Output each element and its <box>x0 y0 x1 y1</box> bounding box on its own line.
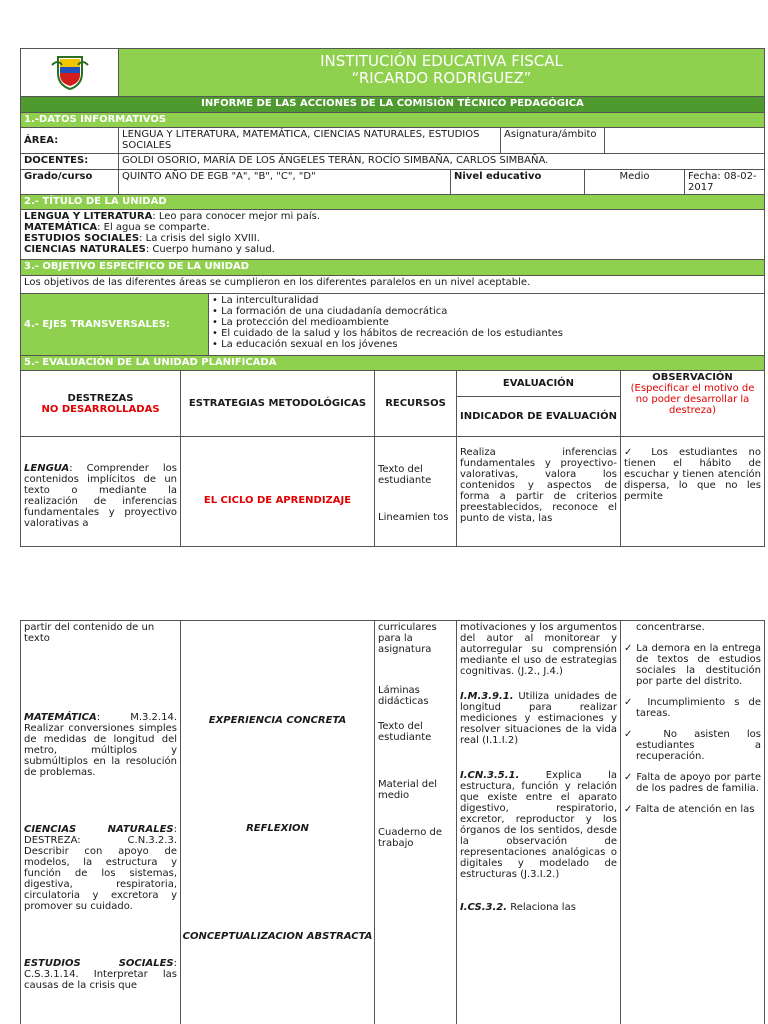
indicador-matematica: I.M.3.9.1. Utiliza unidades de longitud para realizar mediciones y estimaciones y resolver situaciones de la vida real (I.1.I.2) <box>460 691 617 746</box>
ejes-list <box>209 294 765 356</box>
objetivo-text: Los objetivos de las diferentes áreas se cumplieron en los diferentes paralelos en un nivel aceptable. <box>21 276 765 294</box>
grado-value: QUINTO AÑO DE EGB "A", "B", "C", "D" <box>119 170 451 195</box>
institution-subname: “RICARDO RODRIGUEZ” <box>351 69 532 87</box>
section-objetivo: 3.- OBJETIVO ESPECÍFICO DE LA UNIDAD <box>21 260 765 276</box>
page-1 <box>20 48 764 547</box>
section-evaluacion: 5.- EVALUACIÓN DE LA UNIDAD PLANIFICADA <box>21 356 765 371</box>
estrategia-conceptualizacion: CONCEPTUALIZACION ABSTRACTA <box>182 931 373 942</box>
asignatura-label: Asignatura/ámbito <box>501 128 605 154</box>
asignatura-value <box>605 128 765 154</box>
destreza-estudios-sociales: ESTUDIOS SOCIALES: C.S.3.1.14. Interpretar las causas de la crisis que <box>24 958 177 991</box>
eje-item: • La educación sexual en los jóvenes <box>212 339 398 350</box>
destreza-matematica: MATEMÁTICA: M.3.2.14. Realizar conversiones simples de medidas de longitud del metro, múltiplos y submúltiplos en la resolución de problemas. <box>24 712 177 778</box>
institution-banner <box>119 49 765 97</box>
report-title: INFORME DE LAS ACCIONES DE LA COMISIÓN TÉCNICO PEDAGÓGICA <box>21 97 765 113</box>
eje-item: • La interculturalidad <box>212 295 319 306</box>
school-logo <box>21 49 119 97</box>
header-indicador: INDICADOR DE EVALUACIÓN <box>457 397 621 437</box>
section-titulo-unidad: 2.- TÍTULO DE LA UNIDAD <box>21 195 765 210</box>
evaluation-table-continued <box>20 620 765 1024</box>
destreza-ciencias-naturales: CIENCIAS NATURALES: DESTREZA: C.N.3.2.3. Describir con apoyo de modelos, la estructura y función de los sistemas, digestiva, respiratoria, circulatoria y excretora y promover su cuidado. <box>24 824 177 912</box>
indicador-lengua: Realiza inferencias fundamentales y proyectivo-valorativas, valora los contenidos y aspectos de forma a partir de criterios preestablecidos, reconoce el punto de vista, las <box>457 437 621 547</box>
institution-name: INSTITUCIÓN EDUCATIVA FISCAL <box>320 52 563 70</box>
nivel-label: Nivel educativo <box>451 170 585 195</box>
header-estrategias: ESTRATEGIAS METODOLÓGICAS <box>181 371 375 437</box>
docentes-label: DOCENTES: <box>21 154 119 170</box>
observacion-item: ✓ Falta de apoyo por parte de los padres de familia. <box>624 772 761 794</box>
indicador-sociales: I.CS.3.2. Relaciona las <box>460 902 576 913</box>
titulo-lengua: LENGUA Y LITERATURA: Leo para conocer mejor mi país. <box>24 211 321 222</box>
school-crest-icon <box>50 51 90 91</box>
eje-item: • El cuidado de la salud y los hábitos de recreación de los estudiantes <box>212 328 563 339</box>
titulo-estudios-sociales: ESTUDIOS SOCIALES: La crisis del siglo XVIII. <box>24 233 260 244</box>
area-label: ÁREA: <box>21 128 119 154</box>
indicador-ciencias: I.CN.3.5.1. Explica la estructura, función y relación que existe entre el aparato digestivo, respiratorio, excretor, reproductor y los órganos de los sentidos, desde la observación de representaciones analógicas o digitales y modelado de estructuras (J.3.I.2.) <box>460 770 617 880</box>
header-evaluacion: EVALUACIÓN <box>457 371 621 397</box>
page-2 <box>20 620 764 1024</box>
header-recursos: RECURSOS <box>375 371 457 437</box>
area-value: LENGUA Y LITERATURA, MATEMÁTICA, CIENCIAS NATURALES, ESTUDIOS SOCIALES <box>119 128 501 154</box>
fecha: Fecha: 08-02-2017 <box>685 170 765 195</box>
estrategia-experiencia: EXPERIENCIA CONCRETA <box>208 715 347 726</box>
header-table <box>20 48 765 371</box>
observacion-p1: ✓ Los estudiantes no tienen el hábito de escuchar y tienen atención dispersa, lo que no les permite <box>621 437 765 547</box>
observacion-item: ✓ No asisten los estudiantes a recuperación. <box>624 729 761 762</box>
nivel-value: Medio <box>585 170 685 195</box>
recursos-continued: curriculares para la asignatura Láminas didácticas Texto del estudiante Material del medio Cuaderno de trabajo <box>375 621 457 1024</box>
docentes-value: GOLDI OSORIO, MARÍA DE LOS ÁNGELES TERÁN, ROCÍO SIMBAÑA, CARLOS SIMBAÑA. <box>119 154 765 170</box>
observacion-item: ✓ Falta de atención en las <box>624 804 755 815</box>
estrategia-ciclo: EL CICLO DE APRENDIZAJE <box>181 437 375 547</box>
titulo-unidad-list <box>21 210 765 260</box>
eje-item: • La formación de una ciudadanía democrática <box>212 306 448 317</box>
observaciones-continued: concentrarse. ✓ La demora en la entrega de textos de estudios sociales la destitución por parte del distrito. ✓ Incumplimiento s de tareas. ✓ No asisten los estudiantes a recuperación. ✓ Falta de apoyo por parte de los padres de familia. ✓ Falta de atención en las <box>621 621 765 1024</box>
header-observacion: OBSERVACIÓN (Especificar el motivo de no poder desarrollar la destreza) <box>621 371 765 437</box>
grado-label: Grado/curso <box>21 170 119 195</box>
estrategia-reflexion: REFLEXION <box>246 823 309 834</box>
destreza-lengua: LENGUA: Comprender los contenidos implícitos de un texto o mediante la realización de inferencias fundamentales y proyectivo valorativas a <box>21 437 181 547</box>
titulo-matematica: MATEMÁTICA: El agua se comparte. <box>24 222 210 233</box>
recursos-p1: Texto del estudiante Lineamien tos <box>375 437 457 547</box>
estrategias-continued <box>181 621 375 1024</box>
evaluation-table <box>20 370 765 547</box>
indicadores-continued <box>457 621 621 1024</box>
eje-item: • La protección del medioambiente <box>212 317 389 328</box>
observacion-item: ✓ La demora en la entrega de textos de estudios sociales la destitución por parte del distrito. <box>624 643 761 687</box>
section-ejes: 4.- EJES TRANSVERSALES: <box>21 294 209 356</box>
section-datos-informativos: 1.-DATOS INFORMATIVOS <box>21 113 765 128</box>
titulo-ciencias-naturales: CIENCIAS NATURALES: Cuerpo humano y salud. <box>24 244 275 255</box>
header-destrezas: DESTREZAS NO DESARROLLADAS <box>21 371 181 437</box>
observacion-item: ✓ Incumplimiento s de tareas. <box>624 697 761 719</box>
destrezas-continued: partir del contenido de un texto MATEMÁTICA: M.3.2.14. Realizar conversiones simples de medidas de longitud del metro, múltiplos y submúltiplos en la resolución de problemas. CIENCIAS NATURALES: DESTREZA: C.N.3.2.3. Describir con apoyo de modelos, la estructura y función de los sistemas, digestiva, respiratoria, circulatoria y excretora y promover su cuidado. ESTUDIOS SOCIALES: C.S.3.1.14. Interpretar las causas de la crisis que <box>21 621 181 1024</box>
indicador-lengua-cont: motivaciones y los argumentos del autor al monitorear y autorregular su comprensión mediante el uso de estrategias cognitivas. (J.2., J.4.) <box>460 622 617 677</box>
